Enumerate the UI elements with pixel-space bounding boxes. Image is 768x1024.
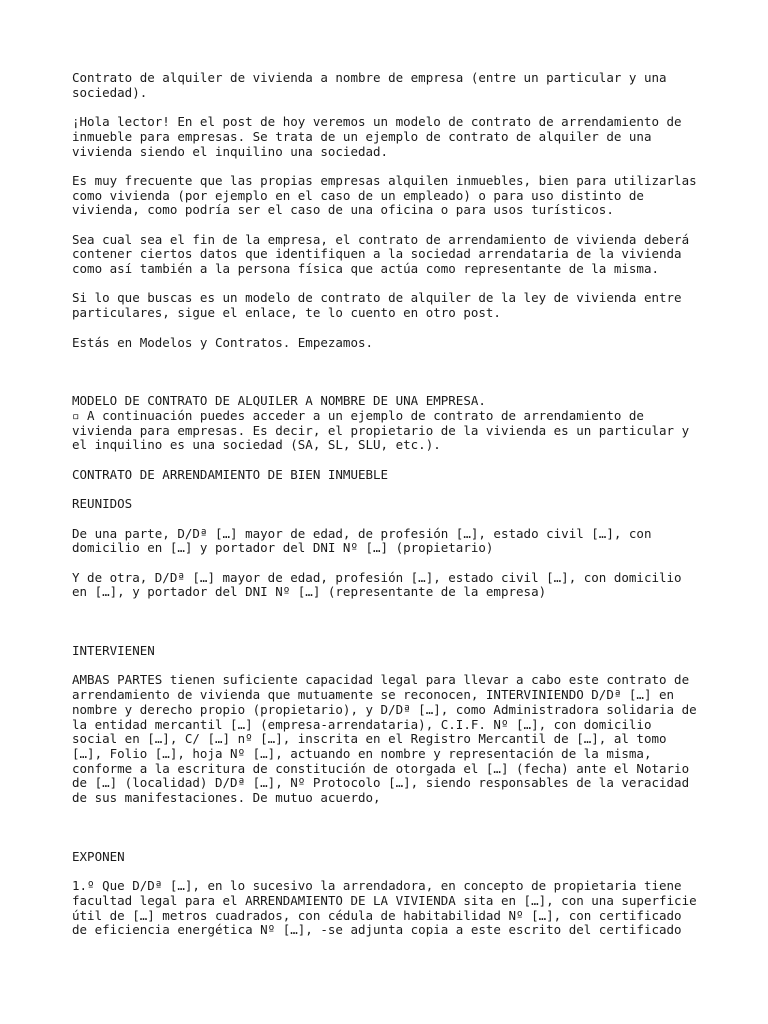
paragraph-exponen-1: 1.º Que D/Dª […], en lo sucesivo la arrendadora, en concepto de propietaria tiene facultad legal para el ARRENDAMIENTO DE LA VIVIENDA sita en […], con una superficie útil de […] metros cuadrados, con cédula de habitabilidad Nº […], con certificado de eficiencia energética Nº […], -se adjunta copia a este escrito del certificado [72, 878, 697, 938]
section-heading-modelo: MODELO DE CONTRATO DE ALQUILER A NOMBRE DE UNA EMPRESA. [72, 393, 486, 409]
paragraph-particulares: Si lo que buscas es un modelo de contrato de alquiler de la ley de vivienda entre particulares, sigue el enlace, te lo cuento en otro post. [72, 290, 682, 321]
section-heading-exponen: EXPONEN [72, 848, 125, 864]
paragraph-ambas-partes: AMBAS PARTES tienen suficiente capacidad legal para llevar a cabo este contrato de arrendamiento de vivienda que mutuamente se reconocen, INTERVINIENDO D/Dª […] en nombre y derecho propio (propietario), y D/Dª […], como Administradora solidaria de la entidad mercantil […] (empresa-arrendataria), C.I.F. Nº […], con domicilio social en […], C/ […] nº […], inscrita en el Registro Mercantil de […], al tomo […], Folio […], hoja Nº […], actuando en nombre y representación de la misma, conforme a la escritura de constitución de otorgada el […] (fecha) ante el Notario de […] (localidad) D/Dª […], Nº Protocolo […], siendo responsables de la veracidad de sus manifestaciones. De mutuo acuerdo, [72, 672, 697, 806]
document-page [72, 71, 712, 938]
paragraph-estas: Estás en Modelos y Contratos. Empezamos. [72, 334, 374, 350]
paragraph-otra-parte: Y de otra, D/Dª […] mayor de edad, profesión […], estado civil […], con domicilio en […], y portador del DNI Nº […] (representante de la empresa) [72, 569, 682, 600]
section-heading-intervienen: INTERVIENEN [72, 643, 155, 659]
paragraph-intro: ¡Hola lector! En el post de hoy veremos un modelo de contrato de arrendamiento de inmueble para empresas. Se trata de un ejemplo de contrato de alquiler de una vivienda siendo el inquilino una sociedad. [72, 114, 682, 159]
paragraph-frecuente: Es muy frecuente que las propias empresas alquilen inmuebles, bien para utilizarlas como vivienda (por ejemplo en el caso de un empleado) o para uso distinto de vivienda, como podría ser el caso de una oficina o para usos turísticos. [72, 172, 697, 218]
paragraph-fin: Sea cual sea el fin de la empresa, el contrato de arrendamiento de vivienda deberá contener ciertos datos que identifiquen a la sociedad arrendataria de la vivienda como así también a la persona física que actúa como representante de la misma. [72, 231, 690, 277]
document-title: Contrato de alquiler de vivienda a nombre de empresa (entre un particular y una sociedad). [72, 70, 667, 100]
section-heading-reunidos: REUNIDOS [72, 496, 133, 512]
paragraph-una-parte: De una parte, D/Dª […] mayor de edad, de profesión […], estado civil […], con domicilio en […] y portador del DNI Nº […] (propietario) [72, 525, 652, 556]
paragraph-modelo: ▫ A continuación puedes acceder a un ejemplo de contrato de arrendamiento de vivienda para empresas. Es decir, el propietario de la vivienda es un particular y el inquilino es una sociedad (SA, SL, SLU, etc.). [72, 407, 690, 453]
section-heading-contrato: CONTRATO DE ARRENDAMIENTO DE BIEN INMUEBLE [72, 466, 389, 482]
